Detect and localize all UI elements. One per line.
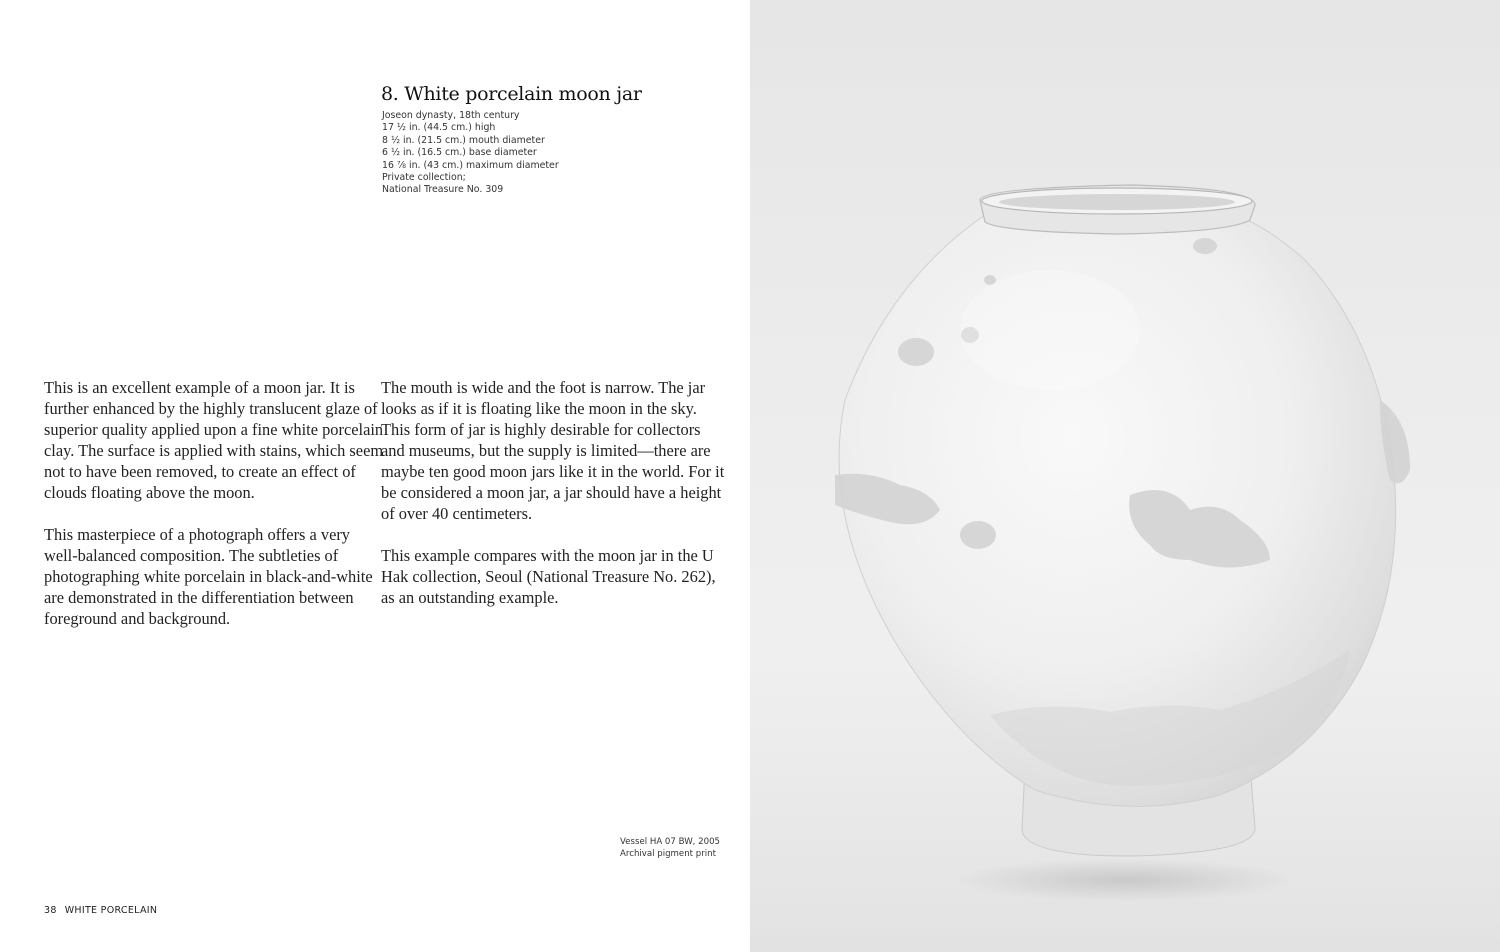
photo-page — [750, 0, 1500, 952]
jar-highlight — [960, 270, 1140, 390]
body-column-1 — [44, 377, 384, 650]
paragraph: This example compares with the moon jar in the U Hak collection, Seoul (National Treasure No. 262), as an outstanding example. — [381, 546, 716, 607]
section-name: WHITE PORCELAIN — [64, 905, 158, 916]
meta-collection: Private collection; — [382, 172, 466, 184]
body-column-2 — [381, 377, 727, 629]
entry-metadata — [382, 110, 559, 197]
meta-base-diameter: 6 ½ in. (16.5 cm.) base diameter — [382, 147, 537, 159]
jar-shadow — [955, 858, 1295, 902]
page-footer — [44, 905, 157, 916]
moon-jar-photo — [750, 0, 1500, 952]
paragraph: This is an excellent example of a moon jar. It is further enhanced by the highly translucent glaze of superior quality applied upon a fine white porcelain clay. The surface is applied with stains, which seem not to have been removed, to create an effect of clouds floating above the moon. — [44, 378, 384, 502]
meta-treasure-number: National Treasure No. 309 — [382, 184, 504, 196]
meta-height: 17 ½ in. (44.5 cm.) high — [382, 122, 496, 134]
page-number: 38 — [44, 905, 57, 916]
meta-mouth-diameter: 8 ½ in. (21.5 cm.) mouth diameter — [382, 134, 545, 146]
paragraph: This masterpiece of a photograph offers a very well-balanced composition. The subtleties of photographing white porcelain in black-and-white are demonstrated in the differentiation between foreground and background. — [44, 525, 373, 628]
meta-max-diameter: 16 ⅞ in. (43 cm.) maximum diameter — [382, 159, 559, 171]
paragraph: The mouth is wide and the foot is narrow. The jar looks as if it is floating like the moon in the sky. This form of jar is highly desirable for collectors and museums, but the supply is limited—there are maybe ten good moon jars like it in the world. For it be considered a moon jar, a jar should have a height of over 40 centimeters. — [381, 378, 725, 523]
caption-title: Vessel HA 07 BW, 2005 — [620, 837, 721, 847]
caption-medium: Archival pigment print — [620, 848, 716, 859]
meta-period: Joseon dynasty, 18th century — [382, 110, 520, 121]
entry-title: 8. White porcelain moon jar — [381, 83, 642, 105]
jar-opening — [999, 194, 1235, 210]
photo-caption — [620, 837, 720, 860]
